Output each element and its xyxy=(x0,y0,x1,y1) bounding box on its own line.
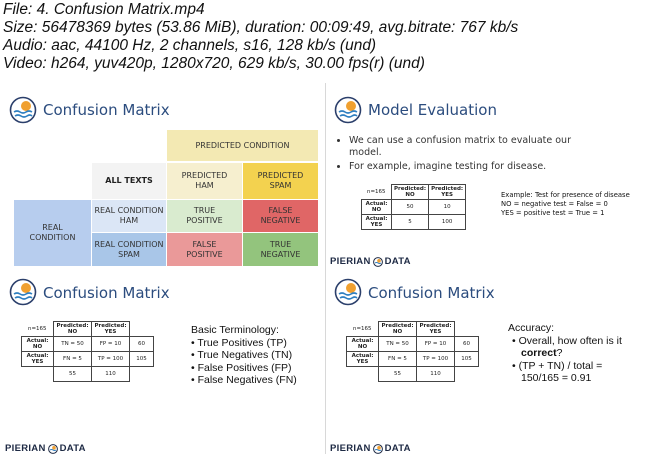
accuracy-text: Overall, how often is it xyxy=(518,334,622,347)
thumbnail-panel-4[interactable] xyxy=(325,269,650,454)
term-item: • True Negatives (TN) xyxy=(191,349,297,362)
thumbnail-panel-1[interactable] xyxy=(0,83,325,268)
brand-footer xyxy=(330,256,411,267)
tn-cell: TN = 50 xyxy=(379,337,417,352)
row-header-yes: Actual: YES xyxy=(347,352,379,367)
slide-title: Confusion Matrix xyxy=(368,284,495,302)
thumbnail-grid xyxy=(0,83,650,454)
blank-cell xyxy=(455,367,479,382)
accuracy-bullet-2: • (TP + TN) / total = 150/165 = 0.91 xyxy=(512,360,643,385)
term-item: • False Positives (FP) xyxy=(191,362,297,375)
example-line: Example: Test for presence of disease xyxy=(501,191,630,199)
file-line: File: 4. Confusion Matrix.mp4 xyxy=(3,1,205,18)
accuracy-bold-word: correct xyxy=(521,347,557,359)
cell-value: 50 xyxy=(392,200,429,215)
col-header-yes: Predicted: YES xyxy=(429,185,466,200)
cell-value: 10 xyxy=(429,200,466,215)
blank-cell xyxy=(455,322,479,337)
col-total: 55 xyxy=(379,367,417,382)
confusion-table-with-totals xyxy=(346,321,479,382)
fp-cell: FP = 10 xyxy=(417,337,455,352)
blank-cell xyxy=(347,367,379,382)
fp-cell: FP = 10 xyxy=(92,337,130,352)
audio-line: Audio: aac, 44100 Hz, 2 channels, s16, 128 kb/s (und) xyxy=(3,37,377,54)
col-header-yes: Predicted: YES xyxy=(417,322,455,337)
pierian-logo-icon xyxy=(334,96,362,124)
real-condition-cell: REAL CONDITION xyxy=(14,200,91,266)
thumbnail-panel-3[interactable] xyxy=(0,269,325,454)
col-total: 55 xyxy=(54,367,92,382)
n-label: n=165 xyxy=(352,325,372,332)
col-total: 110 xyxy=(92,367,130,382)
pierian-logo-icon xyxy=(9,96,37,124)
video-info-header xyxy=(0,0,650,75)
term-item: • True Positives (TP) xyxy=(191,337,297,350)
accuracy-block xyxy=(508,322,643,385)
example-line: YES = positive test = True = 1 xyxy=(501,209,605,217)
row-header-no: Actual: NO xyxy=(347,337,379,352)
brand-footer xyxy=(5,443,86,454)
bullet-list xyxy=(339,135,599,175)
false-positive-cell: FALSE POSITIVE xyxy=(167,233,242,266)
blank-cell xyxy=(130,367,154,382)
tp-cell: TP = 100 xyxy=(417,352,455,367)
col-header-no: Predicted: NO xyxy=(54,322,92,337)
predicted-condition-header: PREDICTED CONDITION xyxy=(167,130,318,161)
pierian-logo-icon xyxy=(9,278,37,306)
accuracy-list xyxy=(512,335,643,385)
small-confusion-table xyxy=(361,184,466,230)
predicted-spam-cell: PREDICTED SPAM xyxy=(243,163,318,199)
bullet-item: • For example, imagine testing for disease. xyxy=(349,161,599,173)
pierian-mark-icon xyxy=(373,444,383,454)
tp-cell: TP = 100 xyxy=(92,352,130,367)
terminology-list xyxy=(191,337,297,387)
accuracy-bullet-1 xyxy=(512,335,643,360)
col-header-yes: Predicted: YES xyxy=(92,322,130,337)
brand-footer xyxy=(330,443,411,454)
pierian-logo-icon xyxy=(334,278,362,306)
n-label: n=165 xyxy=(366,188,386,195)
brand-name-left: PIERIAN xyxy=(330,256,371,267)
row-header-yes: Actual: YES xyxy=(22,352,54,367)
col-header-no: Predicted: NO xyxy=(379,322,417,337)
brand-name-right: DATA xyxy=(59,443,86,454)
size-line: Size: 56478369 bytes (53.86 MiB), duration: 00:09:49, avg.bitrate: 767 kb/s xyxy=(3,19,519,36)
row-header-no: Actual: NO xyxy=(362,200,392,215)
row-header-yes: Actual: YES xyxy=(362,215,392,230)
row-header-no: Actual: NO xyxy=(22,337,54,352)
n-label: n=165 xyxy=(27,325,47,332)
example-text xyxy=(501,191,630,218)
fn-cell: FN = 5 xyxy=(379,352,417,367)
thumbnail-panel-2[interactable] xyxy=(325,83,650,268)
true-negative-cell: TRUE NEGATIVE xyxy=(243,233,318,266)
fn-cell: FN = 5 xyxy=(54,352,92,367)
brand-name-right: DATA xyxy=(384,256,411,267)
accuracy-title: Accuracy: xyxy=(508,322,555,334)
brand-name-right: DATA xyxy=(384,443,411,454)
row-total: 60 xyxy=(455,337,479,352)
tn-cell: TN = 50 xyxy=(54,337,92,352)
all-texts-cell: ALL TEXTS xyxy=(92,163,166,199)
video-line: Video: h264, yuv420p, 1280x720, 629 kb/s, 30.00 fps(r) (und) xyxy=(3,55,425,72)
col-total: 110 xyxy=(417,367,455,382)
false-negative-cell: FALSE NEGATIVE xyxy=(243,200,318,232)
terminology-block xyxy=(191,324,297,387)
accuracy-punct: ? xyxy=(556,347,563,359)
blank-cell xyxy=(130,322,154,337)
col-header-no: Predicted: NO xyxy=(392,185,429,200)
pierian-mark-icon xyxy=(48,444,58,454)
real-condition-spam-cell: REAL CONDITION SPAM xyxy=(92,233,166,266)
row-total: 105 xyxy=(130,352,154,367)
example-line: NO = negative test = False = 0 xyxy=(501,200,608,208)
confusion-table-with-totals xyxy=(21,321,154,382)
bullet-item: • We can use a confusion matrix to evaluate our model. xyxy=(349,135,599,159)
row-total: 105 xyxy=(455,352,479,367)
pierian-mark-icon xyxy=(373,257,383,267)
predicted-ham-cell: PREDICTED HAM xyxy=(167,163,242,199)
blank-cell xyxy=(22,367,54,382)
cell-value: 5 xyxy=(392,215,429,230)
slide-title: Confusion Matrix xyxy=(43,101,170,119)
slide-title: Confusion Matrix xyxy=(43,284,170,302)
brand-name-left: PIERIAN xyxy=(5,443,46,454)
row-total: 60 xyxy=(130,337,154,352)
slide-title: Model Evaluation xyxy=(368,101,497,119)
terminology-title: Basic Terminology: xyxy=(191,324,279,336)
brand-name-left: PIERIAN xyxy=(330,443,371,454)
term-item: • False Negatives (FN) xyxy=(191,374,297,387)
cell-value: 100 xyxy=(429,215,466,230)
real-condition-ham-cell: REAL CONDITION HAM xyxy=(92,200,166,232)
true-positive-cell: TRUE POSITIVE xyxy=(167,200,242,232)
